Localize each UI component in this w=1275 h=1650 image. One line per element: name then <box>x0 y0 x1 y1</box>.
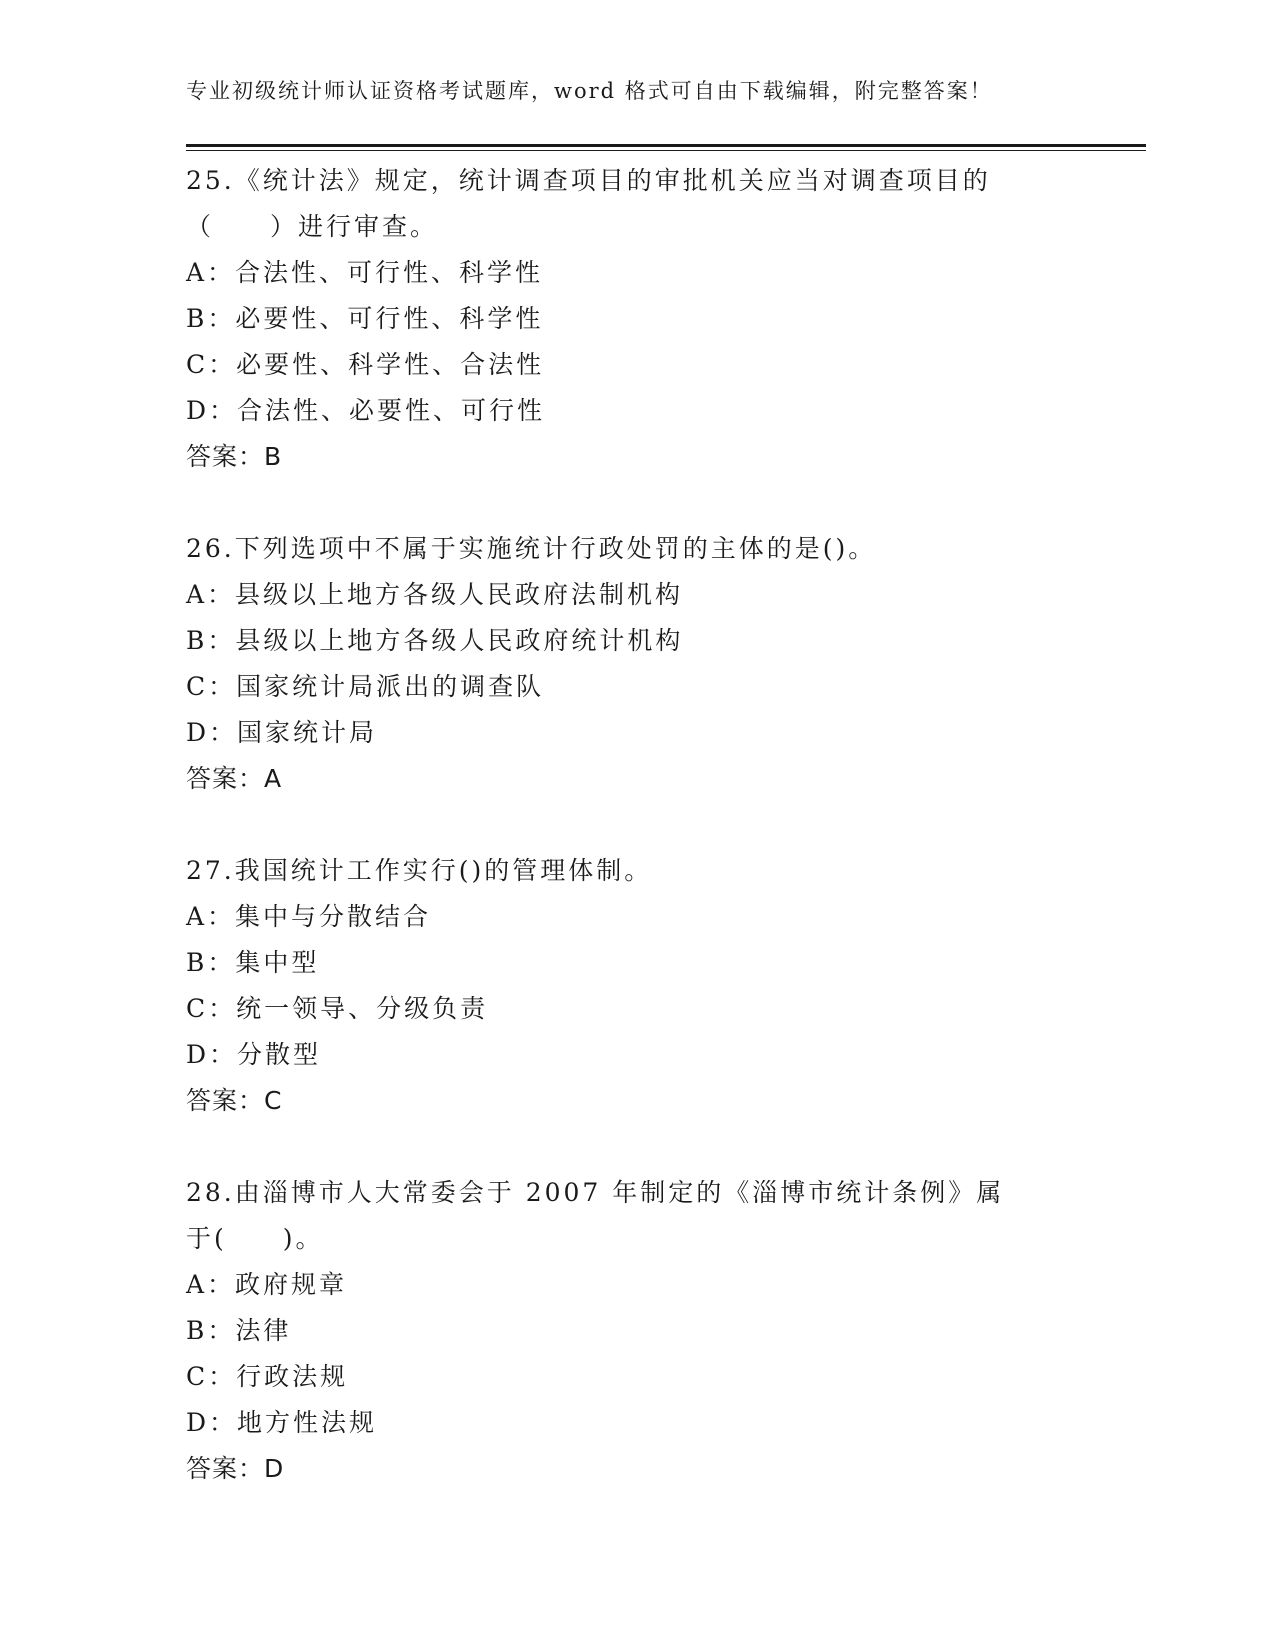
option-c: C：统一领导、分级负责 <box>186 994 489 1023</box>
option-c: C：必要性、科学性、合法性 <box>186 350 545 379</box>
option-b: B：集中型 <box>186 948 320 977</box>
question-28 <box>186 1170 1146 1492</box>
question-list <box>186 158 1146 1538</box>
answer: 答案：A <box>186 764 283 793</box>
answer: 答案：B <box>186 442 283 471</box>
option-d: D：地方性法规 <box>186 1408 378 1437</box>
page-header: 专业初级统计师认证资格考试题库，word 格式可自由下载编辑，附完整答案！ <box>186 79 993 103</box>
option-b: B：法律 <box>186 1316 292 1345</box>
option-d: D：合法性、必要性、可行性 <box>186 396 546 425</box>
option-a: A：合法性、可行性、科学性 <box>186 258 544 287</box>
answer: 答案：C <box>186 1086 283 1115</box>
option-a: A：县级以上地方各级人民政府法制机构 <box>186 580 684 609</box>
option-d: D：国家统计局 <box>186 718 378 747</box>
header-rule-thick <box>186 144 1146 147</box>
answer: 答案：D <box>186 1454 285 1483</box>
option-d: D：分散型 <box>186 1040 322 1069</box>
question-26 <box>186 526 1146 802</box>
option-b: B：县级以上地方各级人民政府统计机构 <box>186 626 684 655</box>
header-rule-thin <box>186 150 1146 151</box>
option-c: C：行政法规 <box>186 1362 349 1391</box>
question-stem: 28.由淄博市人大常委会于 2007 年制定的《淄博市统计条例》属于( )。 <box>186 1178 1005 1253</box>
question-25 <box>186 158 1146 480</box>
option-a: A：集中与分散结合 <box>186 902 432 931</box>
question-stem: 26.下列选项中不属于实施统计行政处罚的主体的是()。 <box>186 534 877 563</box>
question-stem: 27.我国统计工作实行()的管理体制。 <box>186 856 653 885</box>
option-a: A：政府规章 <box>186 1270 348 1299</box>
question-stem: 25.《统计法》规定，统计调查项目的审批机关应当对调查项目的（ ）进行审查。 <box>186 166 991 241</box>
option-b: B：必要性、可行性、科学性 <box>186 304 544 333</box>
option-c: C：国家统计局派出的调查队 <box>186 672 545 701</box>
question-27 <box>186 848 1146 1124</box>
